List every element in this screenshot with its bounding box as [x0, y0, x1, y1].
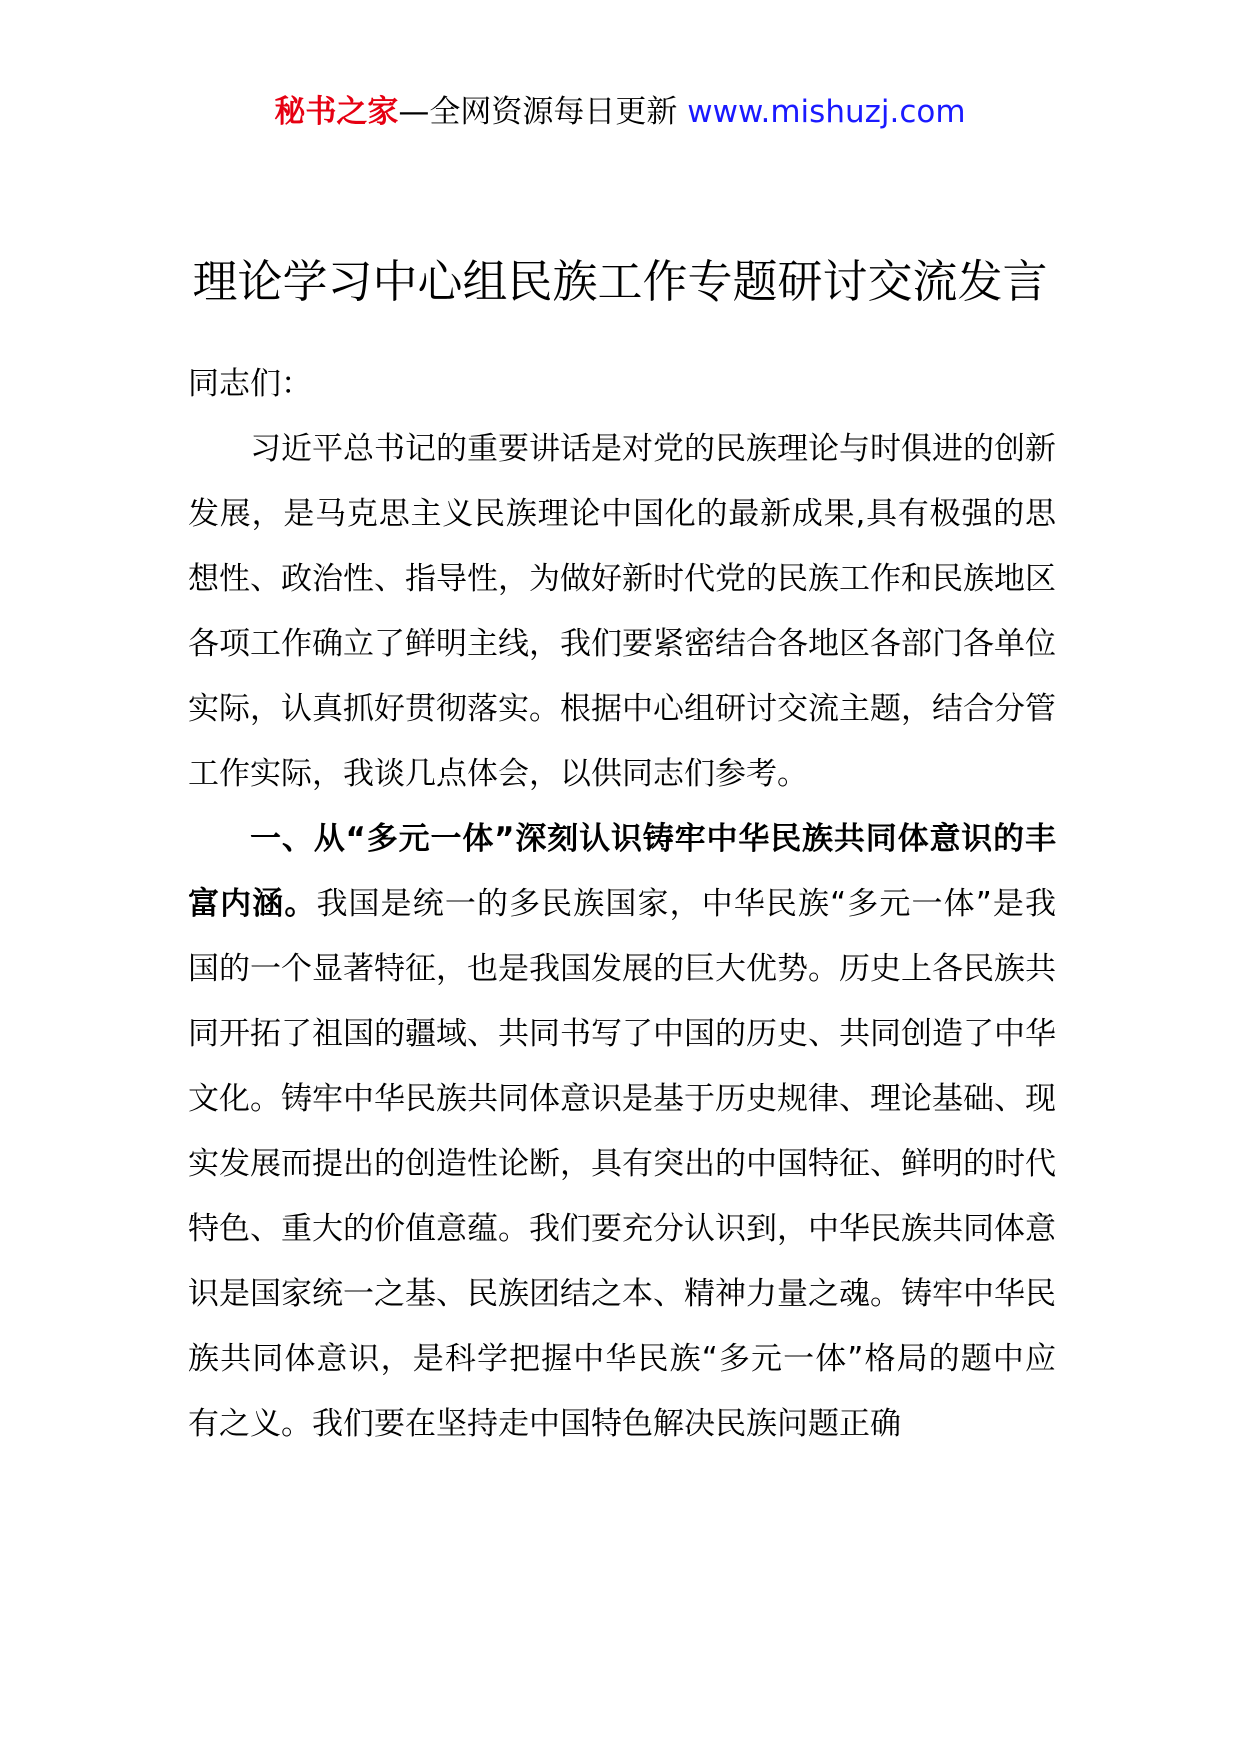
site-brand: 秘书之家 [274, 94, 399, 130]
document-body [188, 352, 1056, 1457]
section-1-body: 我国是统一的多民族国家，中华民族“多元一体”是我国的一个显著特征，也是我国发展的巨大优势。历史上各民族共同开拓了祖国的疆域、共同书写了中国的历史、共同创造了中华文化。铸牢中华民族共同体意识是基于历史规律、理论基础、现实发展而提出的创造性论断，具有突出的中国特征、鲜明的时代特色、重大的价值意蕴。我们要充分认识到，中华民族共同体意识是国家统一之基、民族团结之本、精神力量之魂。铸牢中华民族共同体意识，是科学把握中华民族“多元一体”格局的题中应有之义。我们要在坚持走中国特色解决民族问题正确 [188, 886, 1057, 1442]
site-slogan: —全网资源每日更新 [398, 94, 678, 130]
site-url-link[interactable]: www.mishuzj.com [687, 94, 966, 130]
section-1-paragraph [188, 807, 1056, 1457]
intro-paragraph: 习近平总书记的重要讲话是对党的民族理论与时俱进的创新发展，是马克思主义民族理论中国化的最新成果,具有极强的思想性、政治性、指导性，为做好新时代党的民族工作和民族地区各项工作确立了鲜明主线，我们要紧密结合各地区各部门各单位实际，认真抓好贯彻落实。根据中心组研讨交流主题，结合分管工作实际，我谈几点体会，以供同志们参考。 [188, 431, 1056, 792]
salutation: 同志们： [188, 366, 312, 402]
document-title: 理论学习中心组民族工作专题研讨交流发言 [192, 255, 1048, 308]
section-1-heading: 一、从“多元一体”深刻认识铸牢中华民族共同体意识的丰富内涵。 [188, 821, 1056, 922]
site-header [0, 92, 1240, 132]
